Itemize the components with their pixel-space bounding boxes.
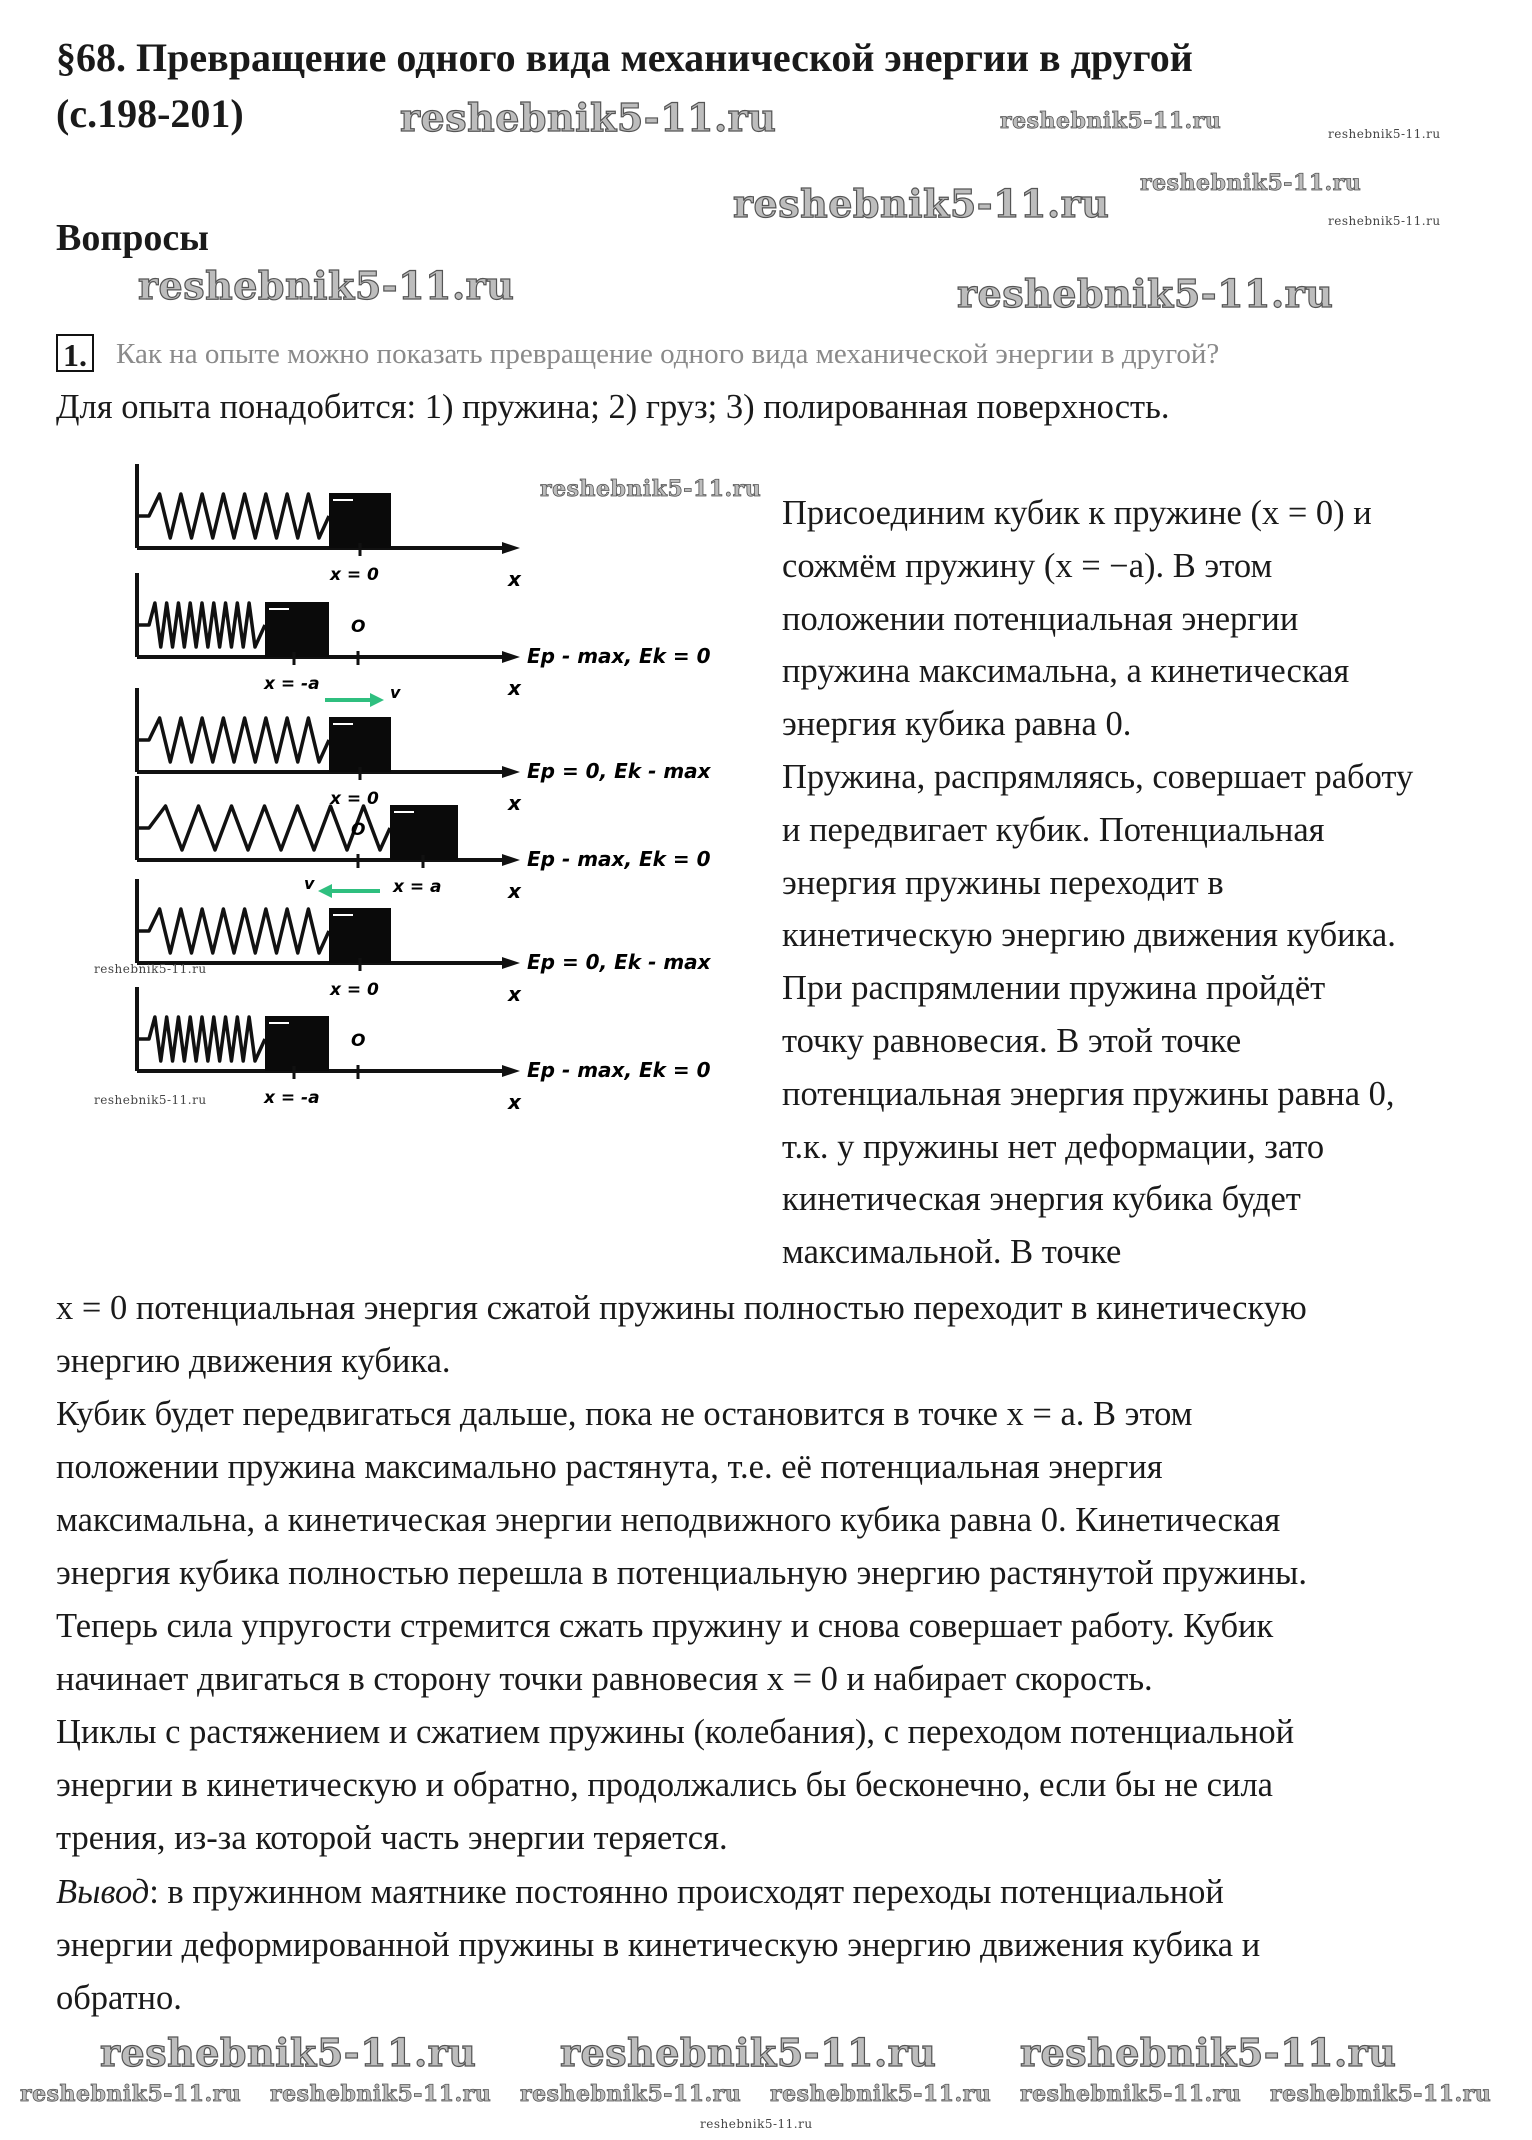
conclusion-line-2: энергии деформированной пружины в кинетическую энергию движения кубика и	[56, 1926, 1261, 1964]
watermark-logo: reshebnik5-11.ru	[94, 962, 207, 976]
text-line: начинает двигаться в сторону точки равновесия x = 0 и набирает скорость.	[56, 1660, 1153, 1698]
text-line: энергия пружины переходит в	[782, 863, 1224, 902]
intro-text: Для опыта понадобится: 1) пружина; 2) груз; 3) полированная поверхность.	[56, 388, 1170, 426]
axis-arrow-icon	[502, 1065, 520, 1077]
energy-label: Ep - max, Ek = 0	[527, 847, 711, 871]
cube	[265, 1016, 329, 1071]
spring	[137, 603, 265, 647]
watermark-logo: reshebnik5-11.ru	[138, 263, 515, 308]
question-text: Как на опыте можно показать превращение одного вида механической энергии в другой?	[116, 338, 1220, 370]
text-line: кинетическая энергия кубика будет	[782, 1180, 1301, 1219]
origin-label: O	[351, 820, 366, 840]
velocity-label: v	[304, 874, 315, 893]
axis-arrow-icon	[502, 957, 520, 969]
axis-arrow-icon	[502, 651, 520, 663]
text-line: x = 0 потенциальная энергия сжатой пружины полностью переходит в кинетическую	[56, 1289, 1307, 1327]
cube	[329, 717, 391, 772]
watermark-logo: reshebnik5-11.ru	[94, 1093, 207, 1107]
cube	[329, 493, 391, 548]
watermark-logo: reshebnik5-11.ru	[560, 2030, 937, 2075]
watermark-logo: reshebnik5-11.ru	[540, 476, 762, 502]
page-title-pages: (с.198-201)	[56, 91, 244, 136]
watermark-logo: reshebnik5-11.ru	[1140, 170, 1362, 196]
conclusion-text: : в пружинном маятнике постоянно происходят переходы потенциальной	[149, 1873, 1224, 1911]
axis-label: x	[508, 879, 521, 903]
axis-arrow-icon	[502, 854, 520, 866]
watermark-logo: reshebnik5-11.ru	[733, 181, 1110, 226]
spring	[137, 1017, 265, 1061]
text-line: положении пружина максимально растянута, т.е. её потенциальная энергия	[56, 1448, 1163, 1486]
axis-label: x	[508, 567, 521, 591]
question-number: 1.	[56, 334, 94, 372]
text-line: потенциальная энергия пружины равна 0,	[782, 1074, 1395, 1113]
text-line: пружина максимальна, а кинетическая	[782, 652, 1350, 691]
watermark-logo: reshebnik5-11.ru	[1000, 108, 1222, 134]
page-title: §68. Превращение одного вида механической энергии в другой	[56, 35, 1193, 80]
position-label: x = 0	[330, 565, 379, 585]
cube	[329, 908, 391, 963]
text-line: максимальной. В точке	[782, 1233, 1122, 1272]
watermark-logo: reshebnik5-11.ru	[100, 2030, 477, 2075]
conclusion-line-3: обратно.	[56, 1979, 182, 2017]
conclusion-line-1	[56, 1866, 1224, 1919]
origin-label: O	[351, 1031, 366, 1051]
axis-label: x	[508, 676, 521, 700]
watermark-logo: reshebnik5-11.ru	[1020, 2030, 1397, 2075]
position-label: x = a	[393, 877, 442, 897]
axis-label: x	[508, 1090, 521, 1114]
text-line: Присоединим кубик к пружине (x = 0) и	[782, 494, 1372, 532]
watermark-logo: reshebnik5-11.ru	[1328, 127, 1441, 141]
watermark-logo: reshebnik5-11.ru	[520, 2081, 742, 2107]
text-line: энергия кубика полностью перешла в потенциальную энергию растянутой пружины.	[56, 1554, 1307, 1592]
axis-label: x	[508, 982, 521, 1006]
position-label: x = -a	[264, 674, 320, 694]
text-line: Циклы с растяжением и сжатием пружины (колебания), с переходом потенциальной	[56, 1713, 1295, 1751]
cube	[390, 805, 458, 860]
velocity-label: v	[390, 683, 401, 702]
watermark-logo: reshebnik5-11.ru	[770, 2081, 992, 2107]
text-line: максимальна, а кинетическая энергии неподвижного кубика равна 0. Кинетическая	[56, 1501, 1281, 1539]
spring	[137, 494, 329, 538]
energy-label: Ep = 0, Ek - max	[527, 950, 711, 974]
text-line: Пружина, распрямляясь, совершает работу	[782, 758, 1414, 796]
text-line: т.к. у пружины нет деформации, зато	[782, 1127, 1325, 1166]
arrow-right-icon	[370, 693, 384, 707]
energy-label: Ep - max, Ek = 0	[527, 1058, 711, 1082]
section-heading: Вопросы	[56, 217, 209, 259]
watermark-logo: reshebnik5-11.ru	[957, 271, 1334, 316]
axis-label: x	[508, 791, 521, 815]
axis-arrow-icon	[502, 766, 520, 778]
spring	[137, 718, 329, 762]
spring	[137, 909, 329, 953]
energy-label: Ep = 0, Ek - max	[527, 759, 711, 783]
text-line: Теперь сила упругости стремится сжать пружину и снова совершает работу. Кубик	[56, 1607, 1274, 1645]
cube	[265, 602, 329, 657]
text-line: трения, из-за которой часть энергии теряется.	[56, 1819, 728, 1857]
text-line: энергию движения кубика.	[56, 1342, 451, 1380]
energy-label: Ep - max, Ek = 0	[527, 644, 711, 668]
position-label: x = 0	[330, 789, 379, 809]
text-line: Кубик будет передвигаться дальше, пока не остановится в точке x = a. В этом	[56, 1395, 1193, 1433]
watermark-logo: reshebnik5-11.ru	[270, 2081, 492, 2107]
watermark-logo: reshebnik5-11.ru	[700, 2117, 813, 2131]
text-line: точку равновесия. В этой точке	[782, 1022, 1242, 1060]
text-line: сожмём пружину (x = −a). В этом	[782, 546, 1273, 585]
arrow-left-icon	[318, 884, 332, 898]
watermark-logo: reshebnik5-11.ru	[1270, 2081, 1492, 2107]
text-line: энергии в кинетическую и обратно, продолжались бы бесконечно, если бы не сила	[56, 1766, 1273, 1804]
watermark-logo: reshebnik5-11.ru	[400, 95, 777, 140]
watermark-logo: reshebnik5-11.ru	[20, 2081, 242, 2107]
text-line: положении потенциальная энергии	[782, 599, 1299, 638]
text-line: энергия кубика равна 0.	[782, 705, 1132, 744]
text-line: и передвигает кубик. Потенциальная	[782, 810, 1325, 849]
text-line: При распрямлении пружина пройдёт	[782, 969, 1326, 1008]
text-line: кинетическую энергию движения кубика.	[782, 916, 1396, 955]
position-label: x = 0	[330, 980, 379, 1000]
watermark-logo: reshebnik5-11.ru	[1328, 214, 1441, 228]
axis-arrow-icon	[502, 542, 520, 554]
origin-label: O	[351, 617, 366, 637]
conclusion-label: Вывод	[56, 1873, 150, 1911]
position-label: x = -a	[264, 1088, 320, 1108]
watermark-logo: reshebnik5-11.ru	[1020, 2081, 1242, 2107]
